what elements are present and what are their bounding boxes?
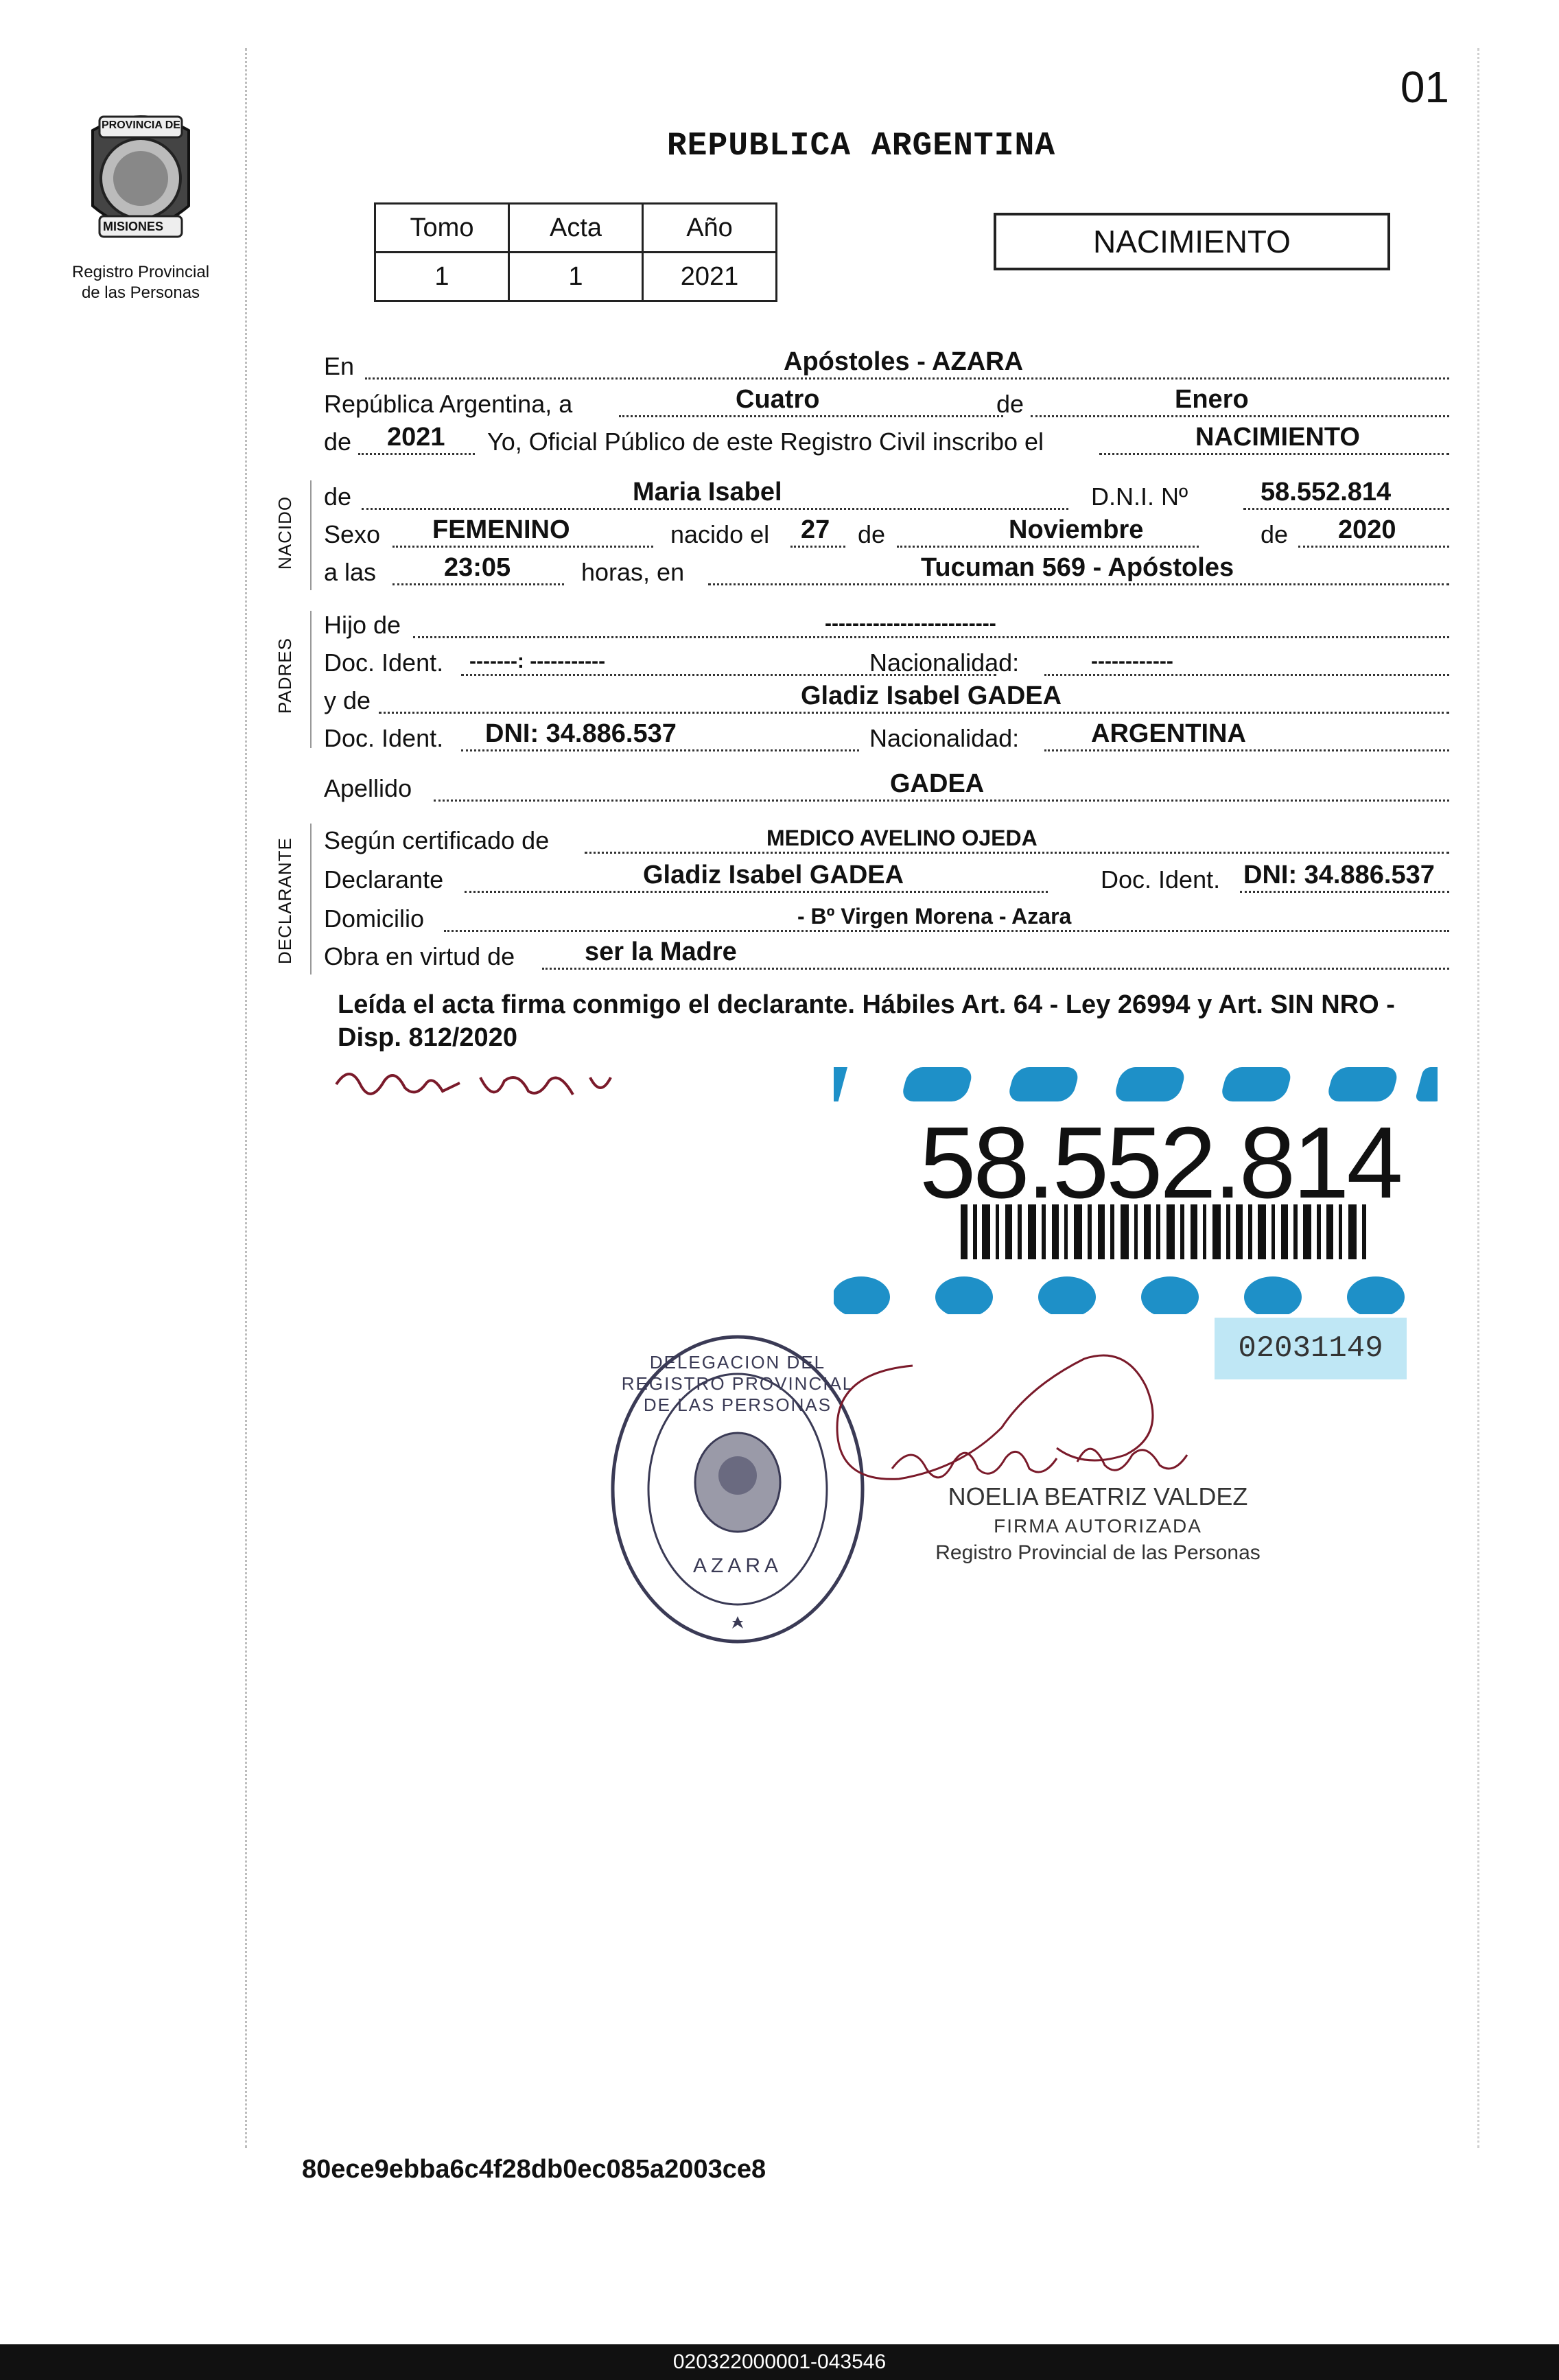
value-sexo: FEMENINO xyxy=(432,515,570,544)
closing-text: Leída el acta firma conmigo el declarante. Hábiles Art. 64 - Ley 26994 y Art. SIN NRO - Disp. 812/2020 xyxy=(338,990,1395,1052)
label-a-las: a las xyxy=(324,558,377,586)
line-sexo xyxy=(324,515,1449,553)
security-seal-number: 58.552.814 xyxy=(919,1106,1400,1220)
logo-text-bottom: MISIONES xyxy=(103,220,164,233)
page-number: 01 xyxy=(1400,62,1449,112)
value-anio-inscripcion: 2021 xyxy=(387,423,445,452)
stamp-bottom-text: AZARA xyxy=(692,1554,783,1577)
label-en: En xyxy=(324,352,355,380)
line-hora-lugar xyxy=(324,552,1449,591)
value-anio-nacimiento: 2020 xyxy=(1338,515,1396,544)
value-lugar-nacimiento: Tucuman 569 - Apóstoles xyxy=(921,553,1234,582)
label-doc-madre: Doc. Ident. xyxy=(324,724,444,752)
value-declarante: Gladiz Isabel GADEA xyxy=(643,861,904,889)
left-margin-line xyxy=(245,48,247,2148)
footer-id-bar: 020322000001-043546 xyxy=(0,2344,1559,2380)
value-acta: 1 xyxy=(509,253,643,301)
value-obra: ser la Madre xyxy=(585,937,737,966)
value-tomo: 1 xyxy=(375,253,509,301)
value-anio: 2021 xyxy=(643,253,777,301)
line-y-de xyxy=(324,681,1449,719)
value-certificado: MEDICO AVELINO OJEDA xyxy=(766,826,1038,850)
header-tomo: Tomo xyxy=(375,204,509,253)
value-madre-nacionalidad: ARGENTINA xyxy=(1091,719,1246,748)
label-nacionalidad-padre: Nacionalidad: xyxy=(869,649,1020,677)
label-declarante: Declarante xyxy=(324,865,444,894)
declarant-signature xyxy=(329,1057,645,1119)
document-hash: 80ece9ebba6c4f28db0ec085a2003ce8 xyxy=(302,2155,766,2184)
right-margin-line xyxy=(1477,48,1479,2148)
document-type-box: NACIMIENTO xyxy=(994,213,1390,270)
label-de-nombre: de xyxy=(324,482,352,511)
value-padre-doc: -------: ----------- xyxy=(469,650,606,673)
separator-declarante xyxy=(310,824,312,975)
label-de2: de xyxy=(324,428,352,456)
label-doc-padre: Doc. Ident. xyxy=(324,649,444,677)
value-mes: Enero xyxy=(1175,385,1249,414)
label-sexo: Sexo xyxy=(324,520,381,548)
separator-padres xyxy=(310,611,312,748)
value-padre: ------------------------- xyxy=(825,612,996,635)
line-obra xyxy=(324,937,1449,975)
label-hijo-de: Hijo de xyxy=(324,611,401,639)
line-apellido xyxy=(324,769,1449,807)
line-en xyxy=(324,347,1449,385)
line-madre-doc xyxy=(324,719,1449,757)
line-fecha xyxy=(324,384,1449,423)
officer-block xyxy=(892,1482,1304,1565)
value-domicilio: - Bº Virgen Morena - Azara xyxy=(797,904,1072,929)
security-seal-code: 02031149 xyxy=(1215,1318,1407,1379)
value-apellido: GADEA xyxy=(890,769,985,798)
stamp-ring-text: DELEGACION DEL REGISTRO PROVINCIAL DE LAS PERSONAS xyxy=(621,1352,854,1415)
logo-caption-line1: Registro Provincial xyxy=(71,263,210,281)
value-madre: Gladiz Isabel GADEA xyxy=(801,681,1062,710)
logo-caption xyxy=(41,262,240,303)
line-hijo-de xyxy=(324,605,1449,644)
value-lugar-inscripcion: Apóstoles - AZARA xyxy=(784,347,1024,376)
label-obra-en-virtud: Obra en virtud de xyxy=(324,942,515,970)
label-de-anio: de xyxy=(1261,520,1289,548)
label-apellido: Apellido xyxy=(324,774,412,802)
line-nombre xyxy=(324,477,1449,515)
label-republica: República Argentina, a xyxy=(324,390,573,418)
value-doc-declarante: DNI: 34.886.537 xyxy=(1243,861,1435,889)
logo-caption-line2: de las Personas xyxy=(81,283,200,302)
logo-text-top: PROVINCIA DE xyxy=(102,119,180,131)
officer-role: FIRMA AUTORIZADA xyxy=(994,1515,1202,1537)
officer-name: NOELIA BEATRIZ VALDEZ xyxy=(948,1482,1248,1510)
value-dni-nacido: 58.552.814 xyxy=(1261,478,1392,506)
label-yo-oficial: Yo, Oficial Público de este Registro Civil inscribo el xyxy=(487,428,1044,456)
value-padre-nacionalidad: ------------ xyxy=(1091,650,1173,673)
label-doc-declarante: Doc. Ident. xyxy=(1101,865,1221,894)
header-anio: Año xyxy=(643,204,777,253)
label-nacionalidad-madre: Nacionalidad: xyxy=(869,724,1020,752)
value-inscribo: NACIMIENTO xyxy=(1195,423,1360,452)
value-dia: Cuatro xyxy=(736,385,820,414)
value-nombre-nacido: Maria Isabel xyxy=(633,478,782,506)
value-mes-nacimiento: Noviembre xyxy=(1009,515,1144,544)
label-horas-en: horas, en xyxy=(581,558,685,586)
header-acta: Acta xyxy=(509,204,643,253)
label-certificado: Según certificado de xyxy=(324,826,550,854)
officer-org: Registro Provincial de las Personas xyxy=(935,1541,1261,1564)
line-domicilio xyxy=(324,899,1449,937)
line-padre-doc xyxy=(324,643,1449,681)
label-nacido-el: nacido el xyxy=(670,520,770,548)
line-declarante xyxy=(324,860,1449,898)
section-label-nacido: NACIDO xyxy=(274,495,295,570)
section-label-declarante: DECLARANTE xyxy=(274,837,295,964)
label-de-mes: de xyxy=(858,520,886,548)
document-title: REPUBLICA ARGENTINA xyxy=(666,128,1056,165)
section-label-padres: PADRES xyxy=(274,638,295,714)
label-dni: D.N.I. Nº xyxy=(1091,482,1188,511)
value-madre-doc: DNI: 34.886.537 xyxy=(485,719,677,748)
line-certificado xyxy=(324,821,1449,859)
tomo-acta-anio-table xyxy=(374,202,777,302)
label-domicilio: Domicilio xyxy=(324,905,425,933)
value-hora: 23:05 xyxy=(444,553,511,582)
value-dia-nacimiento: 27 xyxy=(801,515,830,544)
label-y-de: y de xyxy=(324,686,371,714)
separator-nacido xyxy=(310,480,312,590)
label-de: de xyxy=(996,390,1024,418)
line-anio xyxy=(324,422,1449,460)
